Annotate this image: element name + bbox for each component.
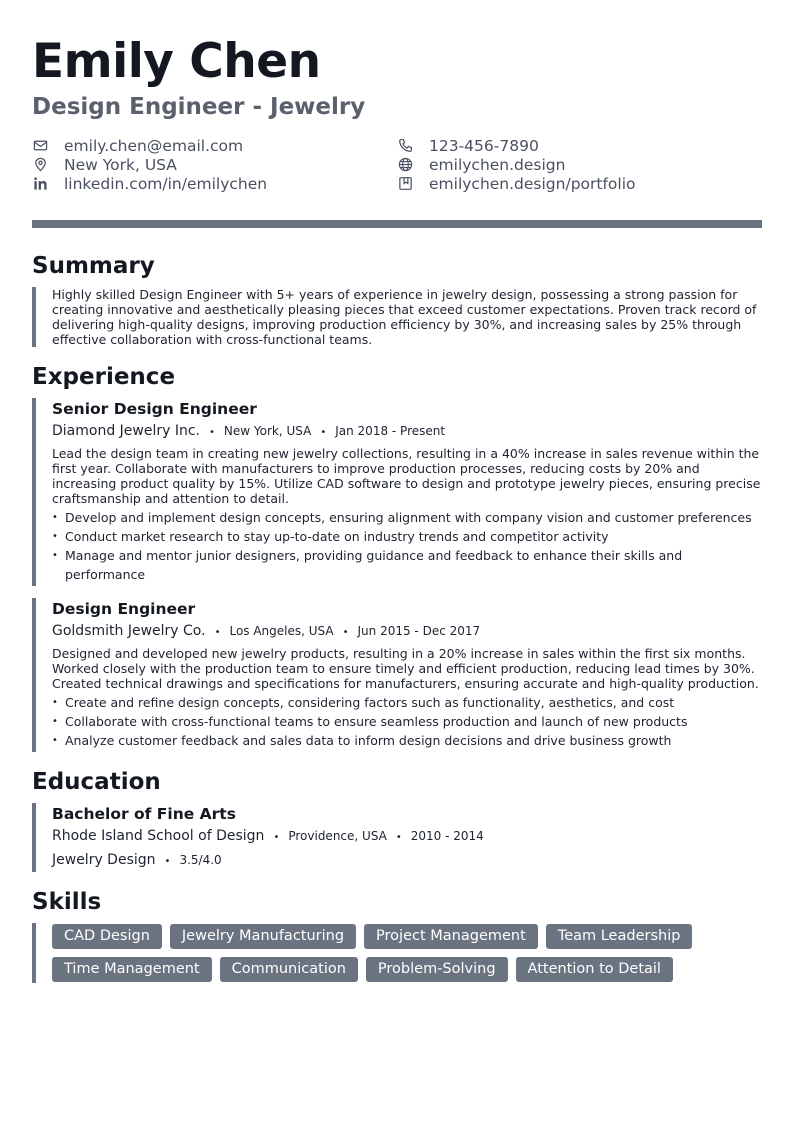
job-dates: Jun 2015 - Dec 2017 <box>357 624 481 638</box>
education-location: Providence, USA <box>288 829 387 843</box>
skill-tag: Project Management <box>364 924 538 949</box>
job-description: Lead the design team in creating new jewelry collections, resulting in a 40% increase in sales revenue within the first year. Collaborate with manufacturers to improve production processes, reducing costs by 20% and increasing product quality by 15%. Utilize CAD software to design and prototype jewelry pieces, ensuring precise craftsmanship and attention to detail. <box>52 446 761 506</box>
education-entry <box>32 803 762 872</box>
skill-tag: Team Leadership <box>546 924 693 949</box>
skill-tag: Time Management <box>52 957 212 982</box>
linkedin-text[interactable]: linkedin.com/in/emilychen <box>64 174 268 193</box>
job-entry <box>32 398 762 586</box>
job-company: Goldsmith Jewelry Co. <box>52 623 206 639</box>
education-dates: 2010 - 2014 <box>410 829 484 843</box>
location-pin-icon <box>32 157 48 173</box>
job-bullet: • Conduct market research to stay up-to-date on industry trends and competitor activity <box>52 527 762 546</box>
education-gpa: 3.5/4.0 <box>179 853 222 867</box>
education-meta <box>52 826 762 848</box>
education-section <box>32 768 762 872</box>
experience-heading: Experience <box>32 364 176 390</box>
contact-website[interactable] <box>397 155 762 174</box>
header-divider <box>32 220 762 228</box>
skills-section <box>32 888 762 983</box>
separator-dot: • <box>273 832 280 843</box>
phone-text[interactable]: 123-456-7890 <box>429 136 539 155</box>
education-heading: Education <box>32 769 161 795</box>
contact-portfolio[interactable] <box>397 174 762 193</box>
contact-phone[interactable] <box>397 136 762 155</box>
contact-linkedin[interactable] <box>32 174 397 193</box>
separator-dot: • <box>164 856 171 867</box>
job-bullet: • Collaborate with cross-functional teams to ensure seamless production and launch of new products <box>52 712 762 731</box>
job-bullet: • Analyze customer feedback and sales data to inform design decisions and drive business growth <box>52 731 762 750</box>
education-degree: Bachelor of Fine Arts <box>52 805 236 823</box>
job-bullet: • Create and refine design concepts, considering factors such as functionality, aesthetics, and cost <box>52 693 762 712</box>
education-major: Jewelry Design <box>52 852 156 868</box>
mail-icon <box>32 138 48 154</box>
separator-dot: • <box>395 832 402 843</box>
job-bullet: • Develop and implement design concepts, ensuring alignment with company vision and customer preferences <box>52 508 762 527</box>
job-meta <box>52 621 762 643</box>
phone-icon <box>397 138 413 154</box>
separator-dot: • <box>320 427 327 438</box>
candidate-title: Design Engineer - Jewelry <box>32 94 366 120</box>
contact-email[interactable] <box>32 136 397 155</box>
skill-tag: Communication <box>220 957 358 982</box>
skill-tag: Jewelry Manufacturing <box>170 924 356 949</box>
summary-body <box>32 287 762 347</box>
job-location: New York, USA <box>223 424 312 438</box>
linkedin-icon <box>32 176 48 192</box>
education-major-row <box>52 850 762 872</box>
skill-tag: Attention to Detail <box>516 957 673 982</box>
separator-dot: • <box>209 427 215 438</box>
website-text[interactable]: emilychen.design <box>429 155 566 174</box>
contact-location <box>32 155 397 174</box>
skills-heading: Skills <box>32 889 102 915</box>
experience-section <box>32 363 762 752</box>
location-text: New York, USA <box>64 155 177 174</box>
candidate-name: Emily Chen <box>32 34 321 89</box>
email-text[interactable]: emily.chen@email.com <box>64 136 244 155</box>
skills-tags <box>52 923 732 983</box>
skill-tag: CAD Design <box>52 924 162 949</box>
separator-dot: • <box>342 627 349 638</box>
job-entry <box>32 598 762 752</box>
job-meta <box>52 421 762 443</box>
resume-page <box>32 34 762 983</box>
job-bullet: • Manage and mentor junior designers, providing guidance and feedback to enhance their skills and performance <box>52 546 762 584</box>
job-bullets <box>52 508 762 584</box>
job-company: Diamond Jewelry Inc. <box>52 423 200 439</box>
job-role: Senior Design Engineer <box>52 400 257 418</box>
separator-dot: • <box>214 627 221 638</box>
portfolio-bookmark-icon <box>397 176 413 192</box>
portfolio-text[interactable]: emilychen.design/portfolio <box>429 174 636 193</box>
job-location: Los Angeles, USA <box>229 624 334 638</box>
globe-icon <box>397 157 413 173</box>
job-dates: Jan 2018 - Present <box>335 424 446 438</box>
job-bullets <box>52 693 762 750</box>
job-role: Design Engineer <box>52 600 196 618</box>
summary-text: Highly skilled Design Engineer with 5+ years of experience in jewelry design, possessing a strong passion for creating innovative and aesthetically pleasing pieces that exceed customer expectations. Proven track record of delivering high-quality designs, improving production efficiency by 30%, and increasing sales by 25% through effective collaboration with cross-functional teams. <box>52 287 757 347</box>
education-school: Rhode Island School of Design <box>52 828 265 844</box>
skills-body <box>32 923 762 983</box>
summary-heading: Summary <box>32 253 155 279</box>
contact-block <box>32 136 762 193</box>
summary-section <box>32 252 762 347</box>
skill-tag: Problem-Solving <box>366 957 508 982</box>
job-description: Designed and developed new jewelry products, resulting in a 20% increase in sales within the first six months. Worked closely with the production team to ensure timely and efficient production, reducing lead times by 30%. Created technical drawings and specifications for manufacturers, ensuring accurate and high-quality production. <box>52 646 759 691</box>
